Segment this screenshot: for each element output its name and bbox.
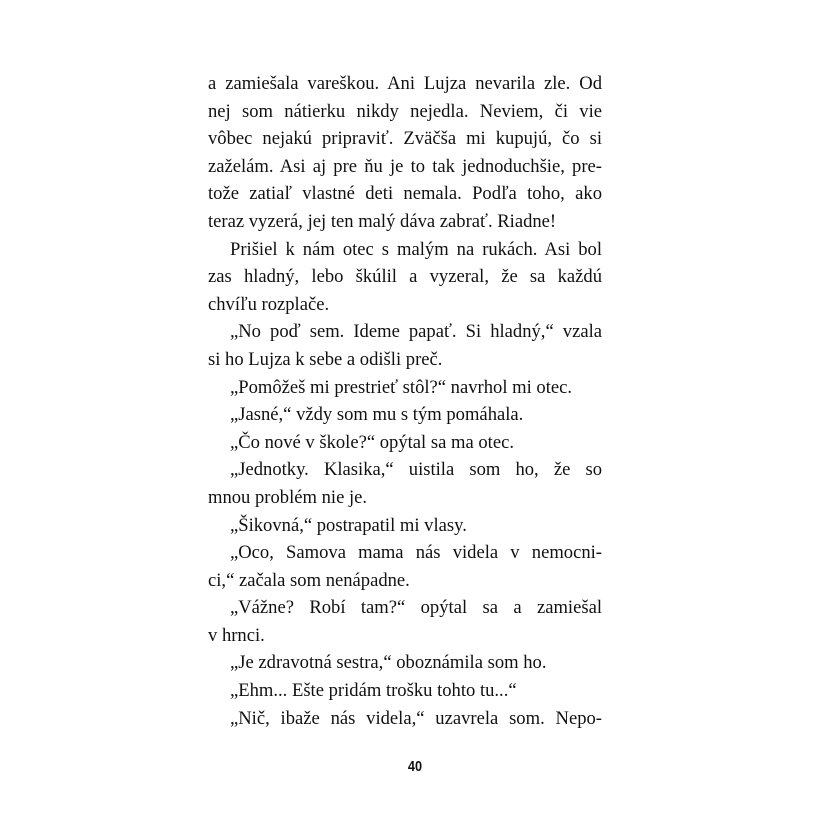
- text-line: „Oco, Samova mama nás videla v nemocni-: [230, 542, 602, 564]
- text-line: a zamiešala vareškou. Ani Lujza nevarila zle. Od: [208, 73, 602, 94]
- text-line: chvíľu rozplače.: [208, 293, 330, 315]
- text-line: vôbec nejakú pripraviť. Zväčša mi kupujú, čo si: [208, 128, 602, 150]
- text-line: ci,“ začala som nenápadne.: [208, 569, 410, 591]
- text-line: „No poď sem. Ideme papať. Si hladný,“ vzala: [230, 321, 602, 343]
- text-line: zas hladný, lebo škúlil a vyzeral, že sa každú: [208, 266, 602, 288]
- text-line: „Jednotky. Klasika,“ uistila som ho, že so: [230, 459, 602, 481]
- text-line: zaželám. Asi aj pre ňu je to tak jednoduchšie, pre-: [208, 155, 602, 177]
- text-line: mnou problém nie je.: [208, 486, 368, 508]
- text-line: v hrnci.: [208, 624, 265, 646]
- text-line: tože zatiaľ vlastné deti nemala. Podľa toho, ako: [208, 183, 602, 205]
- page-number: 40: [407, 758, 423, 775]
- text-line: „Ehm... Ešte pridám trošku tohto tu...“: [230, 680, 517, 702]
- text-line: si ho Lujza k sebe a odišli preč.: [208, 348, 443, 370]
- text-line: teraz vyzerá, jej ten malý dáva zabrať. Riadne!: [208, 210, 557, 232]
- text-line: „Vážne? Robí tam?“ opýtal sa a zamiešal: [230, 597, 602, 619]
- body-text: [208, 70, 602, 732]
- text-line: „Nič, ibaže nás videla,“ uzavrela som. Nepo-: [230, 707, 602, 729]
- text-line: „Pomôžeš mi prestrieť stôl?“ navrhol mi otec.: [230, 376, 573, 398]
- text-line: „Jasné,“ vždy som mu s tým pomáhala.: [230, 404, 524, 426]
- text-line: „Šikovná,“ postrapatil mi vlasy.: [230, 514, 467, 536]
- text-line: Prišiel k nám otec s malým na rukách. Asi bol: [230, 238, 602, 260]
- text-line: nej som nátierku nikdy nejedla. Neviem, či vie: [208, 100, 602, 122]
- text-line: „Je zdravotná sestra,“ oboznámila som ho.: [230, 652, 547, 674]
- text-line: „Čo nové v škole?“ opýtal sa ma otec.: [230, 431, 514, 453]
